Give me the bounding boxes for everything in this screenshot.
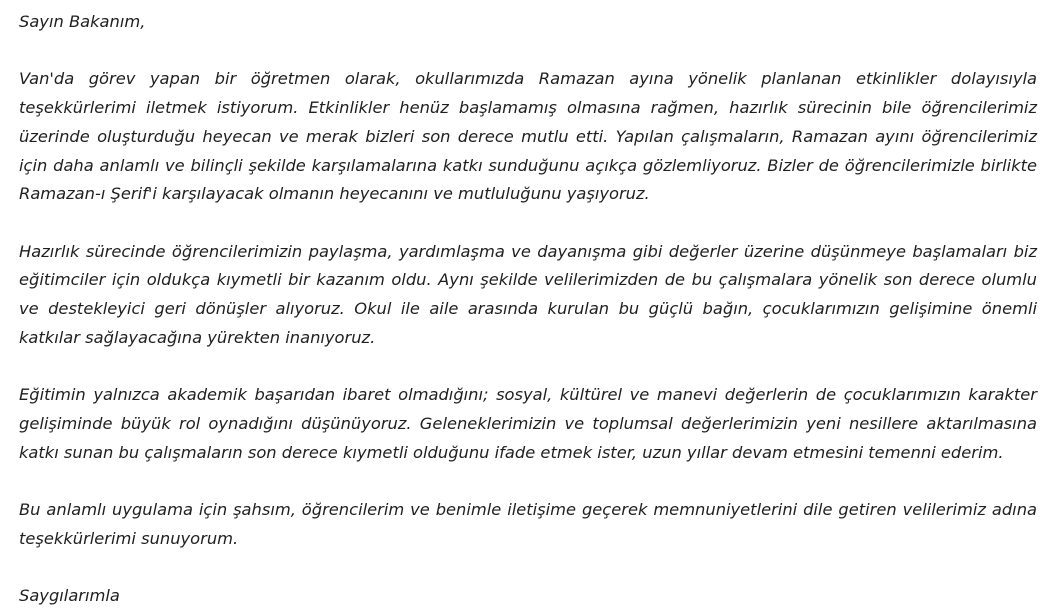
letter-paragraph-2: Hazırlık sürecinde öğrencilerimizin paylaşma, yardımlaşma ve dayanışma gibi değerler üzerine düşünmeye başlamaları biz eğitimciler için oldukça kıymetli bir kazanım oldu. Aynı şekilde velilerimizden de bu çalışmalara yönelik son derece olumlu ve destekleyici geri dönüşler alıyoruz. Okul ile aile arasında kurulan bu güçlü bağın, çocuklarımızın gelişimine önemli katkılar sağlayacağına yürekten inanıyoruz. — [19, 241, 1037, 347]
letter-salutation: Sayın Bakanım, — [19, 12, 146, 31]
letter-paragraph-1: Van'da görev yapan bir öğretmen olarak, okullarımızda Ramazan ayına yönelik planlanan etkinlikler dolayısıyla teşekkürlerimi iletmek istiyorum. Etkinlikler henüz başlamamış olmasına rağmen, hazırlık sürecinin bile öğrencilerimiz üzerinde oluşturduğu heyecan ve merak bizleri son derece mutlu etti. Yapılan çalışmaların, Ramazan ayını öğrencilerimiz için daha anlamlı ve bilinçli şekilde karşılamalarına katkı sunduğunu açıkça gözlemliyoruz. Bizler de öğrencilerimizle birlikte Ramazan-ı Şerif'i karşılayacak olmanın heyecanını ve mutluluğunu yaşıyoruz. — [19, 69, 1037, 204]
letter-paragraph-4: Bu anlamlı uygulama için şahsım, öğrencilerim ve benimle iletişime geçerek memnuniyetlerini dile getiren velilerimiz adına teşekkürlerimi sunuyorum. — [19, 499, 1037, 548]
letter-body — [19, 8, 1037, 611]
letter-closing: Saygılarımla — [19, 585, 120, 605]
letter-paragraph-3: Eğitimin yalnızca akademik başarıdan ibaret olmadığını; sosyal, kültürel ve manevi değerlerin de çocuklarımızın karakter gelişiminde büyük rol oynadığını düşünüyoruz. Geleneklerimizin ve toplumsal değerlerimizin yeni nesillere aktarılmasına katkı sunan bu çalışmaların son derece kıymetli olduğunu ifade etmek ister, uzun yıllar devam etmesini temenni ederim. — [19, 385, 1037, 462]
